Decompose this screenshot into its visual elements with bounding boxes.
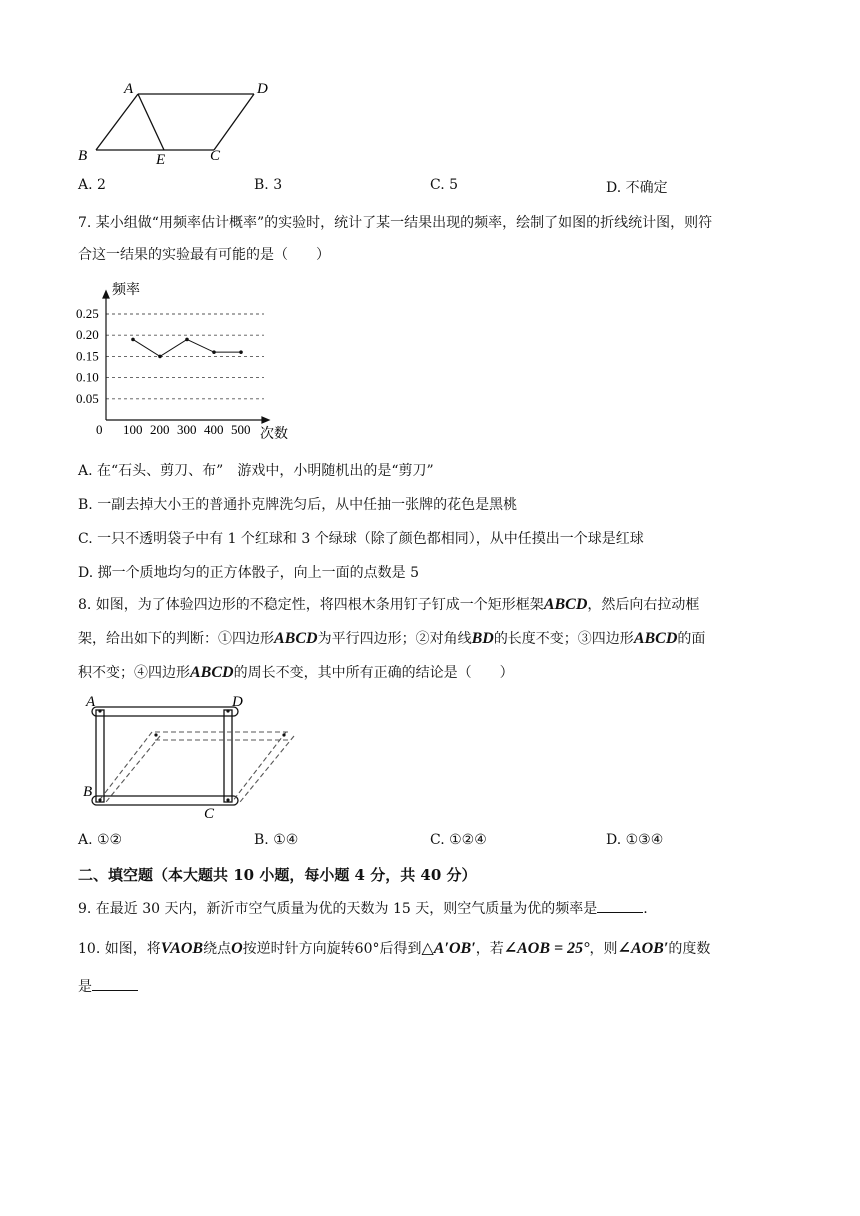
q10-text: 10. 如图，将 (78, 941, 161, 957)
q10-angle-deg: 60° (354, 941, 380, 957)
q8-text: 架，给出如下的判断：①四边形 (78, 631, 274, 647)
q8-text: 8. 如图，为了体验四边形的不稳定性，将四根木条用钉子钉成一个矩形框架 (78, 597, 544, 613)
chart-y-tick-label: 0.15 (76, 348, 99, 364)
q6-option-b: B. 3 (254, 177, 283, 193)
q8-stem-line1 (78, 594, 699, 614)
q8-text: 的面 (677, 631, 706, 647)
q9-text: 9. 在最近 30 天内，新沂市空气质量为优的天数为 15 天，则空气质量为优的频率是 (78, 901, 598, 917)
q8-option-c: C. ①②④ (430, 832, 487, 848)
chart-series-line (133, 339, 241, 356)
frame-figure (80, 690, 302, 822)
q10-stem-line1 (78, 938, 710, 958)
frame-label-C: C (204, 806, 215, 822)
chart-x-tick-label: 500 (231, 422, 251, 437)
q8-abcd: ABCD (190, 664, 234, 681)
label-B: B (78, 148, 88, 164)
frame-label-D: D (232, 694, 243, 710)
label-C: C (210, 148, 221, 164)
q8-stem-line3 (78, 662, 514, 682)
q10-angle-asked: ∠AOB′ (617, 940, 669, 957)
q8-option-b: B. ①④ (254, 832, 299, 848)
q6-option-d: D. 不确定 (606, 180, 668, 196)
q10-text: ，则 (589, 941, 618, 957)
q7-option-a: A. 在“石头、剪刀、布” 游戏中，小明随机出的是“剪刀” (78, 463, 434, 479)
q8-stem-line2 (78, 628, 705, 648)
label-A: A (124, 81, 134, 97)
q9-end: . (643, 901, 648, 917)
chart-y-tick-label: 0.25 (76, 306, 99, 321)
chart-data-point (185, 338, 189, 342)
chart-ylabel: 频率 (112, 283, 140, 298)
chart-origin-label: 0 (96, 422, 103, 437)
q10-text: 是 (78, 979, 92, 995)
chart-y-tick-label: 0.10 (76, 369, 99, 385)
q7-option-b: B. 一副去掉大小王的普通扑克牌洗匀后，从中任抽一张牌的花色是黑桃 (78, 497, 518, 513)
q8-text: 的周长不变，其中所有正确的结论是（ ） (233, 665, 514, 681)
frame-label-B: B (83, 784, 93, 800)
answer-blank[interactable] (597, 900, 643, 913)
q8-bd: BD (471, 630, 494, 647)
chart-xlabel: 次数 (260, 427, 288, 442)
answer-blank[interactable] (92, 978, 138, 991)
q8-text: 积不变；④四边形 (78, 665, 190, 681)
chart-data-point (239, 350, 243, 354)
chart-x-axis-arrow (262, 417, 269, 423)
q7-stem-line2: 合这一结果的实验最有可能的是（ ） (78, 247, 330, 263)
chart-data-point (158, 355, 162, 359)
q8-text: ，然后向右拉动框 (587, 597, 700, 613)
q6-option-a: A. 2 (78, 177, 106, 193)
q8-abcd: ABCD (274, 630, 318, 647)
q7-stem-line1: 7. 某小组做“用频率估计概率”的实验时，统计了某一结果出现的频率，绘制了如图的折线统计图，则符 (78, 215, 713, 231)
q7-option-d: D. 掷一个质地均匀的正方体骰子，向上一面的点数是 5 (78, 565, 419, 581)
q10-angle-given: ∠AOB = 25° (503, 940, 590, 957)
chart-x-tick-label: 200 (150, 422, 170, 437)
q10-text: 按逆时针方向旋转 (242, 941, 355, 957)
section-heading: 二、填空题（本大题共 10 小题，每小题 4 分，共 40 分） (78, 866, 477, 884)
label-E: E (156, 152, 166, 168)
chart-data-point (212, 350, 216, 354)
q10-triangle: VAOB (160, 940, 204, 957)
chart-x-tick-label: 300 (177, 422, 197, 437)
parallelogram-figure (76, 76, 286, 168)
q9-stem (78, 898, 648, 918)
chart-y-axis-arrow (103, 291, 109, 298)
label-D: D (257, 81, 268, 97)
frequency-line-chart (70, 278, 300, 444)
q8-option-a: A. ①② (78, 832, 123, 848)
chart-x-tick-label: 400 (204, 422, 224, 437)
q8-text: 为平行四边形；②对角线 (317, 631, 472, 647)
q8-abcd: ABCD (633, 630, 678, 647)
q10-text: 绕点 (203, 941, 232, 957)
q8-text: 的长度不变；③四边形 (493, 631, 634, 647)
frame-label-A: A (86, 694, 96, 710)
q7-option-c: C. 一只不透明袋子中有 1 个红球和 3 个绿球（除了颜色都相同），从中任摸出一个球是红球 (78, 531, 644, 547)
q10-point-o: O (231, 940, 243, 957)
chart-data-point (131, 338, 135, 342)
q10-text: 的度数 (668, 941, 711, 957)
q6-option-c: C. 5 (430, 177, 459, 193)
q10-text: ，若 (475, 941, 504, 957)
chart-x-tick-label: 100 (123, 422, 143, 437)
q8-abcd: ABCD (543, 596, 588, 613)
q10-triangle-rotated: △A′OB′ (421, 940, 476, 957)
q10-stem-line2 (78, 976, 138, 996)
q10-text: 后得到 (379, 941, 422, 957)
chart-y-tick-label: 0.20 (76, 327, 99, 343)
q8-option-d: D. ①③④ (606, 832, 664, 848)
chart-y-tick-label: 0.05 (76, 390, 99, 406)
